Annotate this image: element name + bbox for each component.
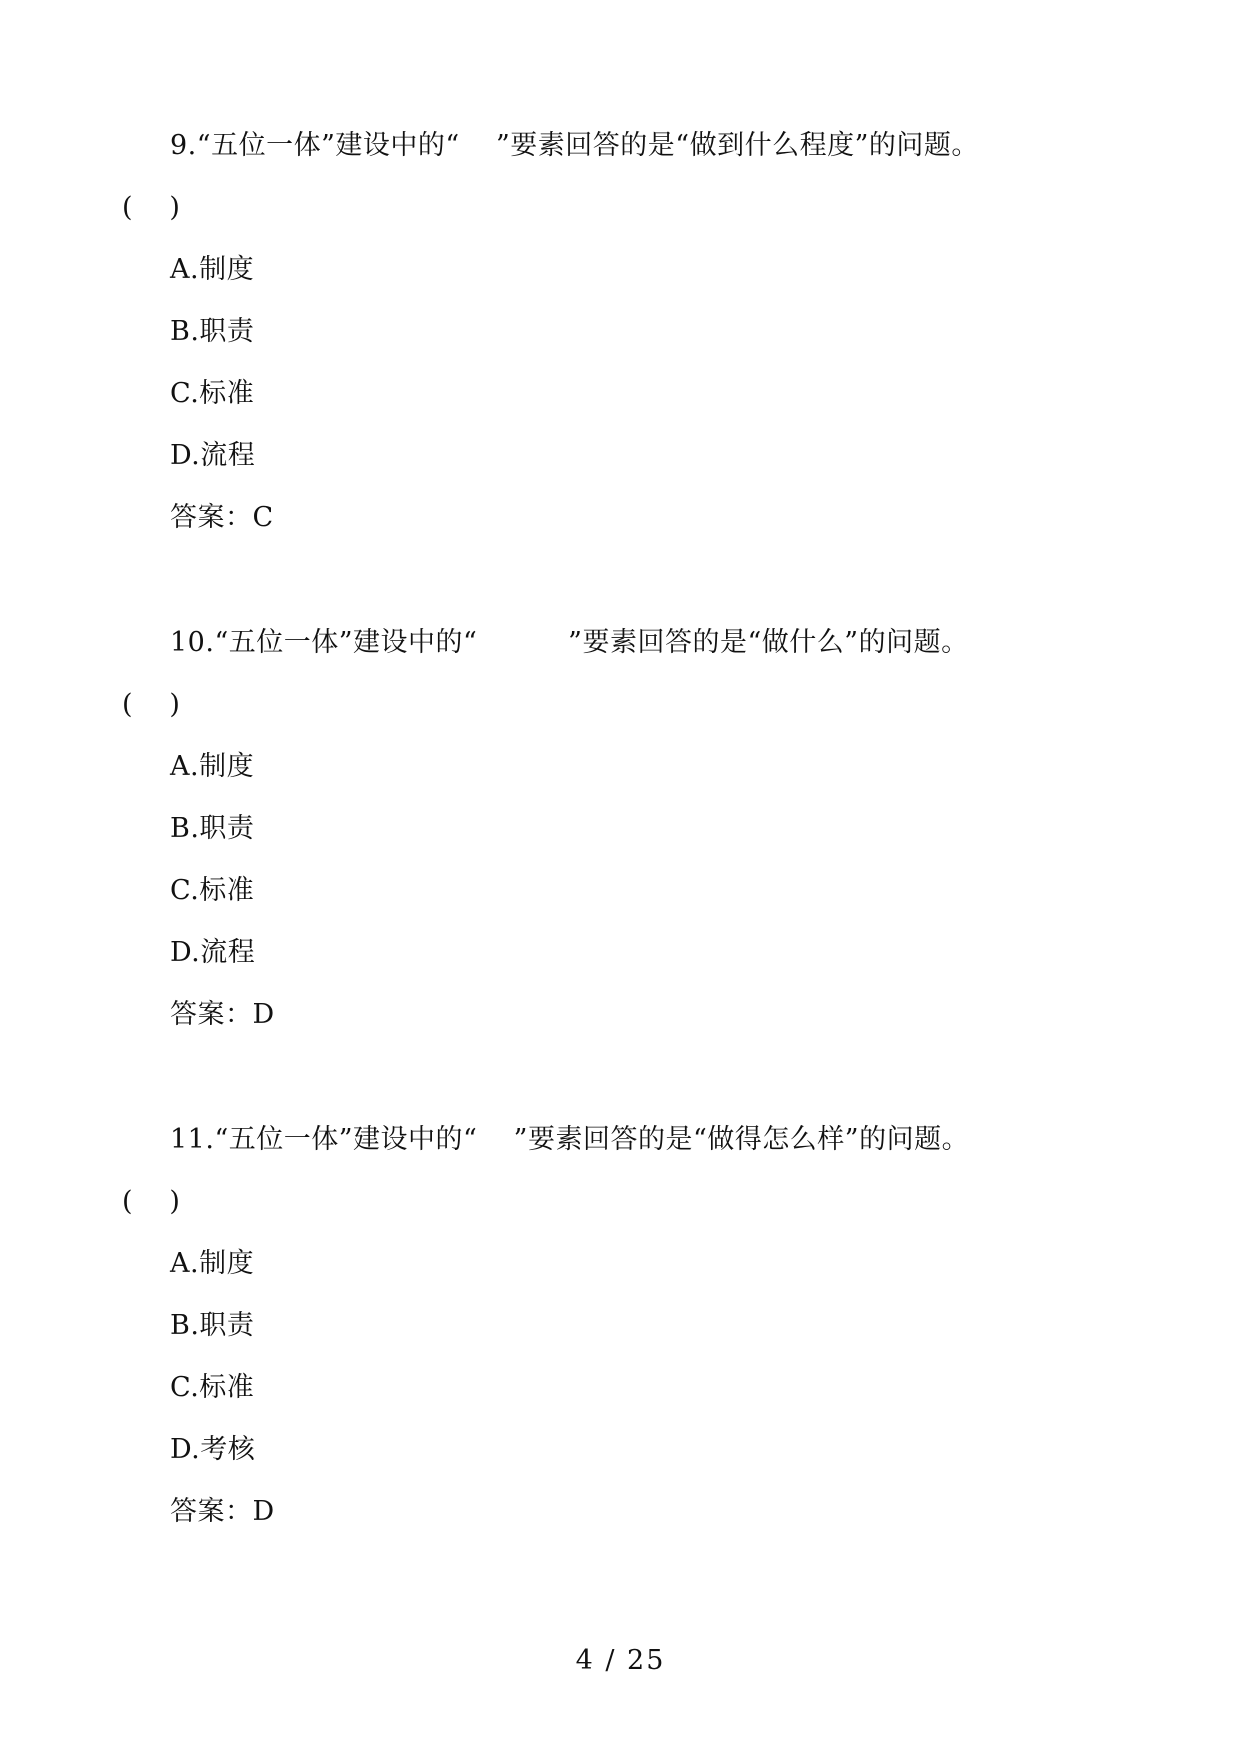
option-d: D.流程	[170, 937, 256, 968]
page-number: 4 / 25	[575, 1645, 666, 1676]
option-c: C.标准	[170, 378, 255, 409]
answer-parentheses: ( )	[122, 689, 181, 720]
answer-line: 答案：D	[170, 999, 275, 1030]
answer-line: 答案：D	[170, 1496, 275, 1527]
answer-parentheses: ( )	[122, 192, 181, 223]
option-a: A.制度	[170, 1248, 255, 1279]
question-stem: 11.“五位一体”建设中的“ ”要素回答的是“做得怎么样”的问题。	[170, 1124, 970, 1155]
option-c: C.标准	[170, 1372, 255, 1403]
answer-parentheses: ( )	[122, 1186, 181, 1217]
option-a: A.制度	[170, 254, 255, 285]
option-a: A.制度	[170, 751, 255, 782]
question-stem: 9.“五位一体”建设中的“ ”要素回答的是“做到什么程度”的问题。	[170, 130, 979, 161]
option-d: D.考核	[170, 1434, 256, 1465]
option-b: B.职责	[170, 316, 255, 347]
option-c: C.标准	[170, 875, 255, 906]
option-d: D.流程	[170, 440, 256, 471]
option-b: B.职责	[170, 1310, 255, 1341]
answer-line: 答案：C	[170, 502, 274, 533]
question-stem: 10.“五位一体”建设中的“ ”要素回答的是“做什么”的问题。	[170, 627, 969, 658]
option-b: B.职责	[170, 813, 255, 844]
